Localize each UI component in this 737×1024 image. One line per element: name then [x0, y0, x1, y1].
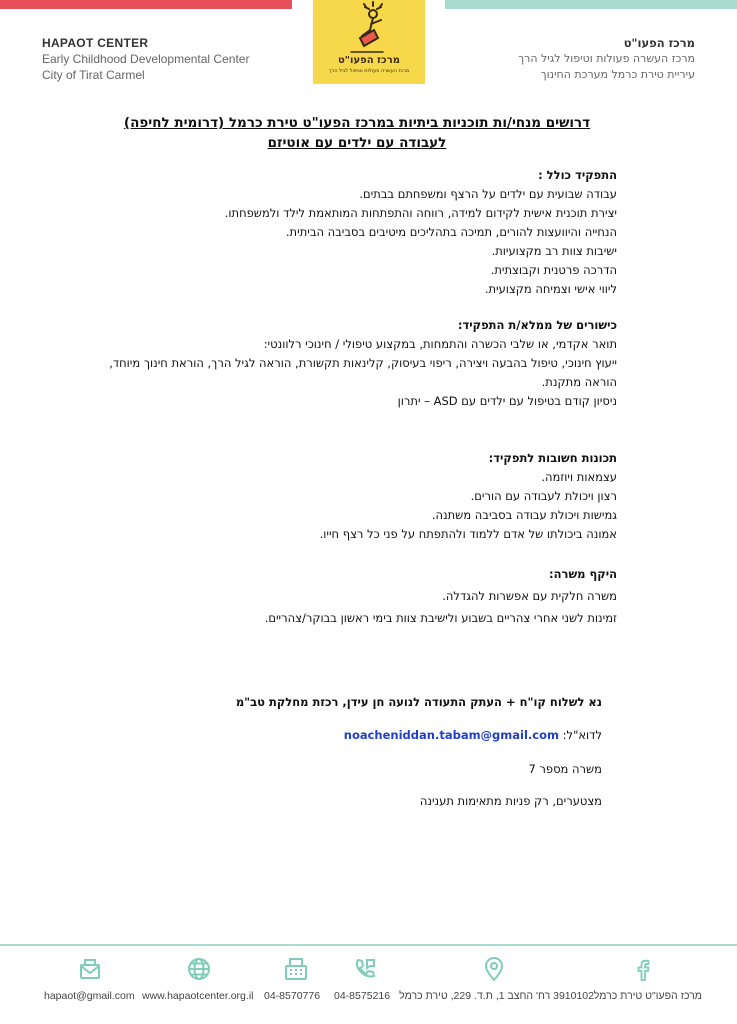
- traits-heading: תכונות חשובות לתפקיד:: [488, 451, 617, 465]
- facebook-icon: [630, 956, 656, 982]
- globe-icon: [186, 956, 212, 982]
- role-item: הנחייה והיוועצות להורים, תמיכה בתהליכים מיטיבים בסביבה הביתית.: [285, 225, 617, 239]
- email-line: [82, 726, 602, 745]
- note-line: [82, 792, 602, 811]
- role-item: הדרכה פרטנית וקבוצתית.: [490, 263, 617, 277]
- qualifications-heading: כישורים של ממלא/ת התפקיד:: [457, 318, 617, 332]
- org-desc-he: מרכז העשרה פעולות וטיפול לגיל הרך: [518, 52, 695, 65]
- contact-email-link[interactable]: noacheniddan.tabam@gmail.com: [343, 728, 559, 742]
- role-section: [97, 166, 617, 299]
- qualifications-section: [97, 316, 617, 411]
- contact-heading: נא לשלוח קו"ח + העתק התעודה לנועה חן עידן, רכזת מחלקת טב"מ: [235, 695, 602, 709]
- traits-section: [97, 449, 617, 544]
- org-city-en: City of Tirat Carmel: [42, 68, 145, 82]
- job-number: משרה מספר 7: [528, 762, 602, 776]
- header-hebrew: [518, 35, 695, 83]
- applicants-note: מצטערים, רק פניות מתאימות תענינה: [419, 794, 602, 808]
- role-item: עבודה שבועית עם ילדים על הרצף ומשפחתם בבתים.: [359, 187, 617, 201]
- role-item: יצירת תוכנית אישית לקידום למידה, רווחה והתפתחות המותאמת לילד ולמשפחתו.: [224, 206, 617, 220]
- org-name-en: HAPAOT CENTER: [42, 36, 149, 50]
- scope-heading: היקף משרה:: [549, 567, 617, 581]
- email-label: לדוא"ל:: [562, 728, 602, 742]
- footer-email[interactable]: hapaot@gmail.com: [44, 990, 135, 1002]
- footer-facebook[interactable]: מרכז הפעו"ט טירת כרמל: [593, 990, 702, 1002]
- qualification-item: ייעוץ חינוכי, טיפול בהבעה ויצירה, ריפוי בעיסוק, קלינאות תקשורת, הוראה לגיל הרך, הוראת חינוך מיוחד, הוראה מתקנת.: [109, 356, 617, 389]
- qualification-item: ניסיון קודם בטיפול עם ילדים עם ASD – יתרון: [397, 394, 617, 408]
- role-heading: התפקיד כולל :: [538, 168, 617, 182]
- logo-subtext: מרכז העשרה פעולות וטיפול לגיל הרך: [328, 68, 410, 74]
- footer-address: 3910102 רח' החצב 1, ת.ד. 229, טירת כרמל: [399, 990, 594, 1002]
- org-city-he: עיריית טירת כרמל מערכת החינוך: [540, 68, 695, 81]
- header-teal-bar: [445, 0, 737, 9]
- scope-item: משרה חלקית עם אפשרות להגדלה.: [442, 589, 617, 603]
- page-title: [97, 113, 617, 153]
- logo: [313, 0, 425, 84]
- org-name-he: מרכז הפעו"ט: [623, 36, 695, 50]
- org-desc-en: Early Childhood Developmental Center: [42, 52, 250, 66]
- header-english: [42, 35, 249, 83]
- trait-item: עצמאות ויוזמה.: [541, 470, 617, 484]
- trait-item: גמישות ויכולת עבודה בסביבה משתנה.: [431, 508, 617, 522]
- logo-text: מרכז הפעו"ט: [338, 55, 400, 66]
- header-red-bar: [0, 0, 292, 9]
- footer-phone: 04-8575216: [334, 990, 391, 1002]
- role-item: ישיבות צוות רב מקצועיות.: [491, 244, 617, 258]
- footer-divider: [0, 944, 737, 946]
- title-line-2: לעבודה עם ילדים עם אוטיזם: [267, 135, 447, 151]
- contact-section: [82, 693, 602, 712]
- scope-section: [97, 563, 617, 629]
- fax-icon: [283, 956, 309, 982]
- trait-item: אמונה ביכולתו של אדם ללמוד ולהתפתח על פני כל רצף חייו.: [319, 527, 617, 541]
- trait-item: רצון ויכולת לעבודה עם הורים.: [470, 489, 617, 503]
- footer-fax: 04-8570776: [264, 990, 321, 1002]
- job-number-line: [82, 760, 602, 779]
- phone-icon: [352, 956, 378, 982]
- title-line-1: דרושים מנחי/ות תוכניות ביתיות במרכז הפעו"ט טירת כרמל (דרומית לחיפה): [123, 115, 591, 131]
- location-icon: [481, 956, 507, 982]
- scope-item: זמינות לשני אחרי צהריים בשבוע ולישיבת צוות בימי ראשון בבוקר/צהריים.: [264, 611, 617, 625]
- role-item: ליווי אישי וצמיחה מקצועית.: [484, 282, 617, 296]
- qualification-item: תואר אקדמי, או שלבי הכשרה והתמחות, במקצוע טיפולי / חינוכי רלוונטי:: [263, 337, 617, 351]
- footer-website[interactable]: www.hapaotcenter.org.il: [142, 990, 254, 1002]
- mail-icon: [77, 956, 103, 982]
